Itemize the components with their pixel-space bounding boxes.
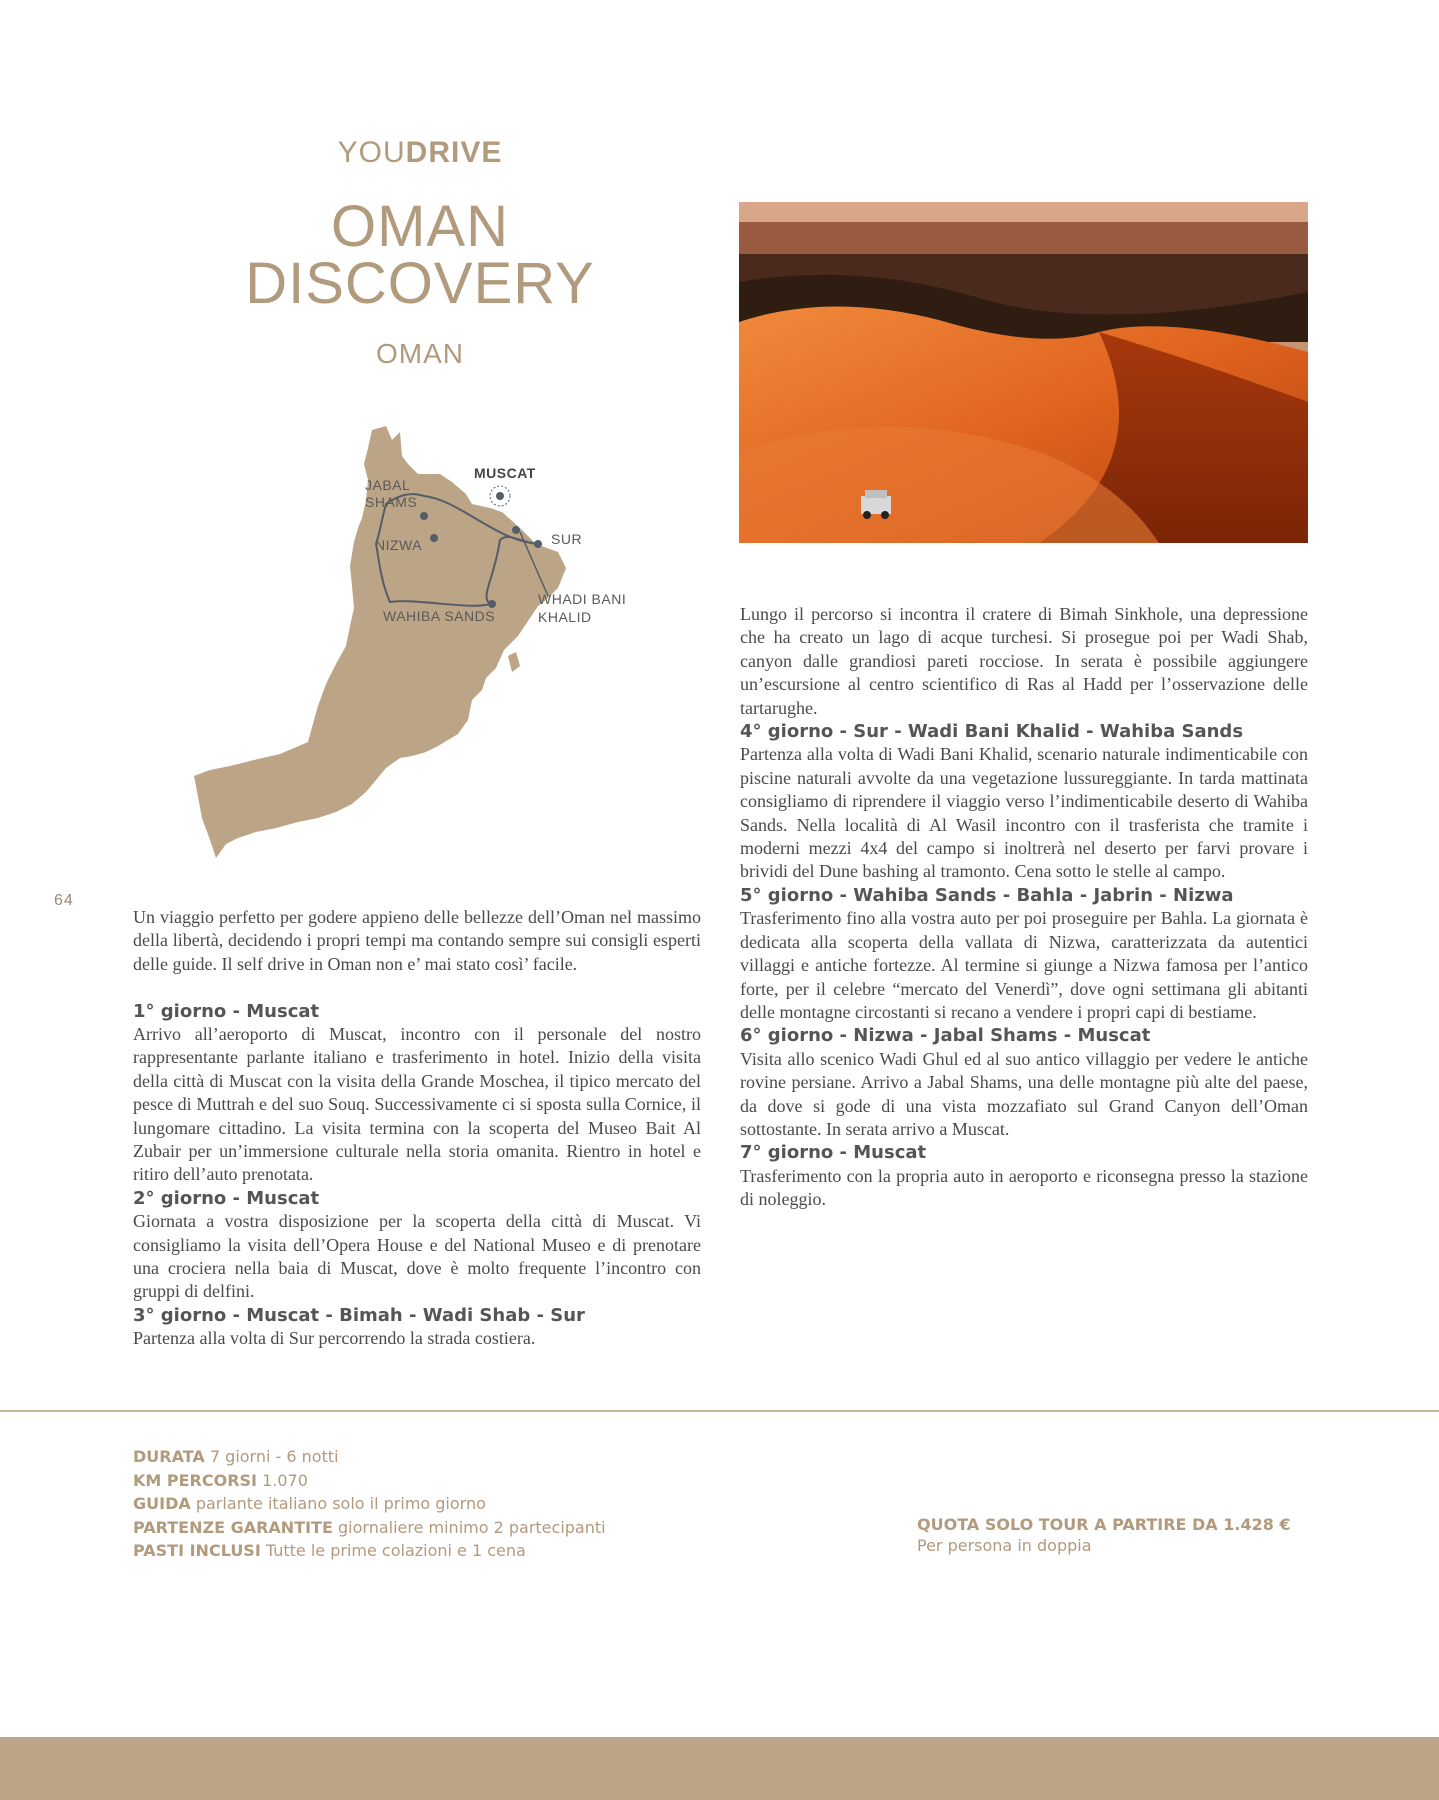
oman-island [508,652,520,672]
label-nizwa: NIZWA [375,537,423,553]
label-muscat: MUSCAT [474,465,536,481]
nizwa-dot [430,534,438,542]
label-wadi-2: KHALID [538,609,592,625]
brand-logo: YOUDRIVE [337,136,503,169]
title-line-1: OMAN [331,194,509,259]
muscat-dot [496,492,504,500]
info-pasti: PASTI INCLUSI Tutte le prime colazioni e 1 cena [133,1541,526,1560]
day-5-heading: 5° giorno - Wahiba Sands - Bahla - Jabrin - Nizwa [740,884,1234,906]
page-number: 64 [54,892,74,909]
tour-info-list [133,1445,606,1563]
info-partenze: PARTENZE GARANTITE giornaliere minimo 2 partecipanti [133,1517,606,1537]
day-1-heading: 1° giorno - Muscat [133,1000,320,1022]
sur-dot [534,540,542,548]
label-jabal-1: JABAL [365,477,411,493]
info-guida: GUIDA parlante italiano solo il primo giorno [133,1494,486,1513]
day-2-text: Giornata a vostra disposizione per la scoperta della città di Muscat. Vi consigliamo la visita dell’Opera House e del National Museo e di prenotare una crociera nella baia di Muscat, dove è molto frequente l’incontro con gruppi di delfini. [133,1211,701,1302]
info-km: KM PERCORSI 1.070 [133,1470,308,1490]
day-3-heading: 3° giorno - Muscat - Bimah - Wadi Shab - Sur [133,1304,585,1326]
section-divider [0,1410,1439,1412]
itinerary-right-column [740,603,1308,1212]
jabal-dot [420,512,428,520]
oman-route-map [190,420,670,860]
title-line-2: DISCOVERY [245,251,595,316]
price-box [917,1514,1291,1556]
price-note: Per persona in doppia [917,1536,1092,1555]
day-5-text: Trasferimento fino alla vostra auto per poi proseguire per Bahla. La giornata è dedicata alla scoperta della vallata di Nizwa, caratterizzata da autentici villaggi e antiche fortezze. Al termine si giunge a Nizwa famosa per l’antico forte, per il celebre “mercato del Venerdì”, dove ogni settimana gli abitanti delle montagne circostanti si recano a vendere i propri capi di bestiame. [740,908,1308,1022]
day-7-heading: 7° giorno - Muscat [740,1142,927,1164]
info-durata: DURATA 7 giorni - 6 notti [133,1447,339,1466]
wadi-dot [512,526,520,534]
day-7-text: Trasferimento con la propria auto in aeroporto e riconsegna presso la stazione di noleggio. [740,1165,1308,1210]
footer-band [0,1737,1439,1800]
country-subtitle: OMAN [376,338,464,369]
page-title [180,194,660,316]
day-4-heading: 4° giorno - Sur - Wadi Bani Khalid - Wahiba Sands [740,721,1244,743]
label-jabal-2: SHAMS [365,494,418,510]
label-sur: SUR [551,531,583,547]
day-4-text: Partenza alla volta di Wadi Bani Khalid, scenario naturale indimenticabile con piscine naturali avvolte da una vegetazione lussureggiante. In tarda mattinata consigliamo di riprendere il viaggio verso l’indimenticabile deserto di Wahiba Sands. Nella località di Al Wasil incontro con il trasferista che tramite i moderni mezzi 4x4 del campo si inoltrerà nel deserto per farvi provare i brividi del Dune bashing al tramonto. Cena sotto le stelle al campo. [740,744,1308,882]
day-1-text: Arrivo all’aeroporto di Muscat, incontro con il personale del nostro rappresentante parlante italiano e trasferimento in hotel. Inizio della visita della città di Muscat con la visita della Grande Moschea, il tipico mercato del pesce di Muttrah e del suo Souq. Successivamente ci si sposta sulla Cornice, il lungomare cittadino. La visita termina con la scoperta del Museo Bait Al Zubair per un’immersione culturale nella storia omanita. Rientro in hotel e ritiro dell’auto prenotata. [133,1024,701,1185]
wahiba-dot [488,600,496,608]
label-wahiba: WAHIBA SANDS [383,608,496,624]
day-6-heading: 6° giorno - Nizwa - Jabal Shams - Muscat [740,1025,1151,1047]
desert-dune-photo [739,202,1308,543]
day-3-text: Partenza alla volta di Sur percorrendo la strada costiera. [133,1328,536,1349]
day-3-text-continued: Lungo il percorso si incontra il cratere di Bimah Sinkhole, una depressione che ha creato un lago di acque turchesi. Si prosegue poi per Wadi Shab, canyon dalle grandiosi pareti rocciose. In serata è possibile aggiungere un’escursione al centro scientifico di Ras al Hadd per l’osservazione delle tartarughe. [740,604,1308,718]
intro-text: Un viaggio perfetto per godere appieno delle bellezze dell’Oman nel massimo della libertà, decidendo i propri tempi ma contando sempre sui consigli esperti delle guide. Il self drive in Oman non e’ mai stato così’ facile. [133,907,701,974]
day-6-text: Visita allo scenico Wadi Ghul ed al suo antico villaggio per vedere le antiche rovine persiane. Arrivo a Jabal Shams, una delle montagne più alte del paese, da dove si gode di una vista mozzafiato sul Grand Canyon dell’Oman sottostante. In serata arrivo a Muscat. [740,1048,1308,1139]
day-2-heading: 2° giorno - Muscat [133,1187,320,1209]
price-headline: QUOTA SOLO TOUR A PARTIRE DA 1.428 € [917,1515,1291,1534]
itinerary-left-column [133,906,701,1351]
label-wadi-1: WHADI BANI [538,591,627,607]
